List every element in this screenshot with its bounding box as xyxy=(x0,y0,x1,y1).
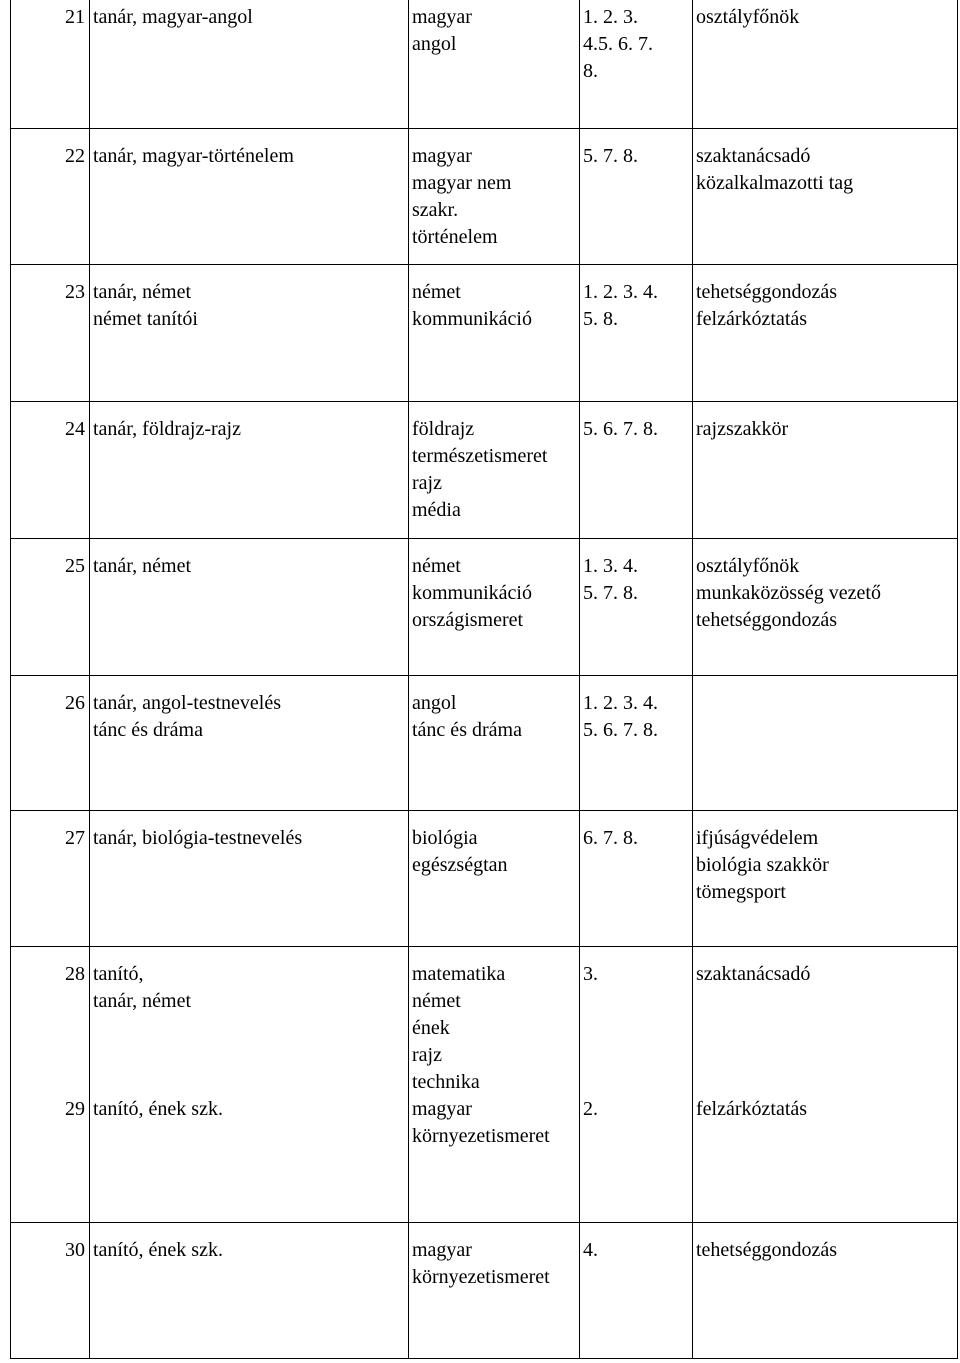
cell-text: 22 xyxy=(65,144,85,167)
cell-text: szaktanácsadó xyxy=(696,962,811,985)
tasks-cell-content xyxy=(693,947,957,988)
cell-text: 30 xyxy=(65,1239,85,1261)
cell-text: 4. xyxy=(583,1239,598,1261)
grades-cell-content xyxy=(580,539,692,607)
cell-text: tanár, magyar-angol xyxy=(93,6,253,28)
table-row xyxy=(11,128,958,264)
job-title-cell-content xyxy=(90,129,408,170)
cell-text: 23 xyxy=(65,280,85,303)
cell-text: 1. 2. 3. xyxy=(583,6,638,28)
grades-cell-content xyxy=(580,402,692,443)
row-number-cell xyxy=(11,538,90,675)
cell-text: magyar xyxy=(412,144,472,167)
cell-text: 1. 3. 4. xyxy=(583,554,638,577)
cell-text: rajz xyxy=(412,1043,442,1066)
subjects-cell xyxy=(409,675,580,810)
cell-text: 25 xyxy=(65,554,85,577)
row-number-cell-content xyxy=(11,1223,89,1264)
cell-text: 5. 7. 8. xyxy=(583,581,638,604)
cell-text: magyar xyxy=(412,6,472,28)
cell-text: munkaközösség vezető xyxy=(696,581,881,604)
cell-text: média xyxy=(412,498,461,521)
tasks-cell-content xyxy=(693,402,957,443)
job-title-cell-content xyxy=(90,265,408,333)
subjects-cell-content xyxy=(409,1096,579,1150)
cell-text: tanár, német xyxy=(93,280,192,303)
cell-text: biológia szakkör xyxy=(696,853,829,876)
cell-text: 3. xyxy=(583,962,598,985)
grades-cell xyxy=(580,264,693,401)
job-title-cell xyxy=(90,675,409,810)
subjects-cell xyxy=(409,0,580,128)
row-number-cell-content xyxy=(11,402,89,443)
cell-text: matematika xyxy=(412,962,506,985)
cell-text: tehetséggondozás xyxy=(696,1239,838,1261)
cell-text: 5. 8. xyxy=(583,307,618,330)
cell-text: tanár, német xyxy=(93,554,192,577)
tasks-cell-content xyxy=(693,265,957,333)
subjects-cell-content xyxy=(409,811,579,879)
table-row xyxy=(11,1223,958,1359)
row-number-cell xyxy=(11,264,90,401)
job-title-cell xyxy=(90,0,409,128)
row-number-cell xyxy=(11,1096,90,1223)
cell-text: szaktanácsadó xyxy=(696,144,811,167)
cell-text: 27 xyxy=(65,826,85,849)
job-title-cell xyxy=(90,128,409,264)
grades-cell xyxy=(580,538,693,675)
cell-text: 28 xyxy=(65,962,85,985)
job-title-cell-content xyxy=(90,1223,408,1264)
subjects-cell-content xyxy=(409,947,579,1096)
table-row xyxy=(11,1096,958,1223)
cell-text: tanár, angol-testnevelés xyxy=(93,691,282,714)
subjects-cell-content xyxy=(409,265,579,333)
subjects-cell-content xyxy=(409,402,579,524)
subjects-cell xyxy=(409,128,580,264)
row-number-cell xyxy=(11,401,90,538)
grades-cell-content xyxy=(580,0,692,85)
cell-text: tánc és dráma xyxy=(93,718,203,741)
job-title-cell-content xyxy=(90,676,408,744)
tasks-cell xyxy=(693,810,958,946)
grades-cell-content xyxy=(580,1223,692,1264)
subjects-cell xyxy=(409,264,580,401)
tasks-cell xyxy=(693,128,958,264)
cell-text: történelem xyxy=(412,225,498,248)
tasks-cell xyxy=(693,1096,958,1223)
grades-cell-content xyxy=(580,1096,692,1123)
cell-text: tanító, ének szk. xyxy=(93,1239,223,1261)
cell-text: tánc és dráma xyxy=(412,718,522,741)
table-row xyxy=(11,810,958,946)
job-title-cell-content xyxy=(90,402,408,443)
tasks-cell xyxy=(693,401,958,538)
cell-text: szakr. xyxy=(412,198,459,221)
row-number-cell-content xyxy=(11,1096,89,1123)
subjects-cell-content xyxy=(409,129,579,251)
row-number-cell xyxy=(11,1223,90,1359)
subjects-cell xyxy=(409,946,580,1096)
cell-text: német tanítói xyxy=(93,307,198,330)
job-title-cell-content xyxy=(90,1096,408,1123)
cell-text: magyar nem xyxy=(412,171,512,194)
subjects-cell-content xyxy=(409,0,579,58)
cell-text: tanár, biológia-testnevelés xyxy=(93,826,303,849)
grades-cell-content xyxy=(580,676,692,744)
cell-text: tanár, magyar-történelem xyxy=(93,144,294,167)
cell-text: német xyxy=(412,554,461,577)
grades-cell-content xyxy=(580,129,692,170)
job-title-cell xyxy=(90,946,409,1096)
cell-text: osztályfőnök xyxy=(696,554,800,577)
job-title-cell-content xyxy=(90,811,408,852)
cell-text: osztályfőnök xyxy=(696,6,800,28)
tasks-cell xyxy=(693,538,958,675)
grades-cell-content xyxy=(580,265,692,333)
cell-text: angol xyxy=(412,33,457,55)
cell-text: biológia xyxy=(412,826,478,849)
cell-text: magyar xyxy=(412,1239,472,1261)
job-title-cell-content xyxy=(90,947,408,1015)
subjects-cell-content xyxy=(409,1223,579,1291)
table-row xyxy=(11,675,958,810)
cell-text: ének xyxy=(412,1016,450,1039)
subjects-cell xyxy=(409,401,580,538)
grades-cell xyxy=(580,401,693,538)
job-title-cell xyxy=(90,538,409,675)
cell-text: technika xyxy=(412,1070,480,1093)
cell-text: környezetismeret xyxy=(412,1266,550,1288)
cell-text: 1. 2. 3. 4. xyxy=(583,691,658,714)
tasks-cell xyxy=(693,0,958,128)
cell-text: kommunikáció xyxy=(412,307,532,330)
grades-cell xyxy=(580,0,693,128)
job-title-cell xyxy=(90,264,409,401)
tasks-cell-content xyxy=(693,1096,957,1123)
tasks-cell xyxy=(693,1223,958,1359)
row-number-cell-content xyxy=(11,539,89,580)
cell-text: tömegsport xyxy=(696,880,786,903)
cell-text: német xyxy=(412,280,461,303)
row-number-cell xyxy=(11,810,90,946)
row-number-cell-content xyxy=(11,947,89,988)
row-number-cell-content xyxy=(11,265,89,306)
cell-text: egészségtan xyxy=(412,853,508,876)
row-number-cell-content xyxy=(11,676,89,717)
grades-cell xyxy=(580,1223,693,1359)
job-title-cell xyxy=(90,1223,409,1359)
staff-table-body xyxy=(11,0,958,1359)
tasks-cell-content xyxy=(693,129,957,197)
cell-text: tanító, xyxy=(93,962,144,985)
cell-text: 5. 6. 7. 8. xyxy=(583,718,658,741)
cell-text: 5. 7. 8. xyxy=(583,144,638,167)
tasks-cell xyxy=(693,946,958,1096)
row-number-cell-content xyxy=(11,129,89,170)
table-row xyxy=(11,0,958,128)
subjects-cell xyxy=(409,1223,580,1359)
table-row xyxy=(11,264,958,401)
cell-text: 1. 2. 3. 4. xyxy=(583,280,658,303)
cell-text: 26 xyxy=(65,691,85,714)
job-title-cell xyxy=(90,1096,409,1223)
subjects-cell xyxy=(409,538,580,675)
cell-text: 5. 6. 7. 8. xyxy=(583,417,658,440)
cell-text: közalkalmazotti tag xyxy=(696,171,854,194)
grades-cell xyxy=(580,1096,693,1223)
cell-text: kommunikáció xyxy=(412,581,532,604)
cell-text: 4.5. 6. 7. xyxy=(583,33,653,55)
cell-text: földrajz xyxy=(412,417,475,440)
subjects-cell-content xyxy=(409,539,579,634)
table-row xyxy=(11,538,958,675)
tasks-cell xyxy=(693,264,958,401)
grades-cell-content xyxy=(580,811,692,852)
cell-text: tanár, földrajz-rajz xyxy=(93,417,241,440)
cell-text: tanár, német xyxy=(93,989,192,1012)
grades-cell xyxy=(580,128,693,264)
cell-text: tehetséggondozás xyxy=(696,608,838,631)
row-number-cell-content xyxy=(11,0,89,31)
row-number-cell xyxy=(11,128,90,264)
cell-text: magyar xyxy=(412,1097,472,1120)
grades-cell xyxy=(580,810,693,946)
grades-cell-content xyxy=(580,947,692,988)
row-number-cell xyxy=(11,0,90,128)
cell-text: 24 xyxy=(65,417,85,440)
cell-text: 8. xyxy=(583,60,598,82)
subjects-cell-content xyxy=(409,676,579,744)
job-title-cell-content xyxy=(90,539,408,580)
cell-text: országismeret xyxy=(412,608,524,631)
row-number-cell xyxy=(11,675,90,810)
cell-text: német xyxy=(412,989,461,1012)
table-row xyxy=(11,946,958,1096)
tasks-cell-content xyxy=(693,0,957,31)
cell-text: felzárkóztatás xyxy=(696,1097,808,1120)
row-number-cell xyxy=(11,946,90,1096)
grades-cell xyxy=(580,675,693,810)
tasks-cell-content xyxy=(693,811,957,906)
grades-cell xyxy=(580,946,693,1096)
staff-table xyxy=(10,0,958,1359)
tasks-cell-content xyxy=(693,539,957,634)
tasks-cell-content xyxy=(693,1223,957,1264)
job-title-cell xyxy=(90,810,409,946)
tasks-cell-content xyxy=(693,676,957,690)
cell-text: természetismeret xyxy=(412,444,548,467)
cell-text: tanító, ének szk. xyxy=(93,1097,223,1120)
subjects-cell xyxy=(409,810,580,946)
cell-text: 29 xyxy=(65,1097,85,1120)
table-row xyxy=(11,401,958,538)
cell-text: angol xyxy=(412,691,457,714)
cell-text: 6. 7. 8. xyxy=(583,826,638,849)
tasks-cell xyxy=(693,675,958,810)
cell-text: ifjúságvédelem xyxy=(696,826,819,849)
cell-text: felzárkóztatás xyxy=(696,307,808,330)
cell-text: tehetséggondozás xyxy=(696,280,838,303)
cell-text: 21 xyxy=(65,6,85,28)
cell-text: 2. xyxy=(583,1097,598,1120)
subjects-cell xyxy=(409,1096,580,1223)
row-number-cell-content xyxy=(11,811,89,852)
job-title-cell-content xyxy=(90,0,408,31)
job-title-cell xyxy=(90,401,409,538)
cell-text: rajzszakkör xyxy=(696,417,789,440)
cell-text: környezetismeret xyxy=(412,1124,550,1147)
cell-text: rajz xyxy=(412,471,442,494)
